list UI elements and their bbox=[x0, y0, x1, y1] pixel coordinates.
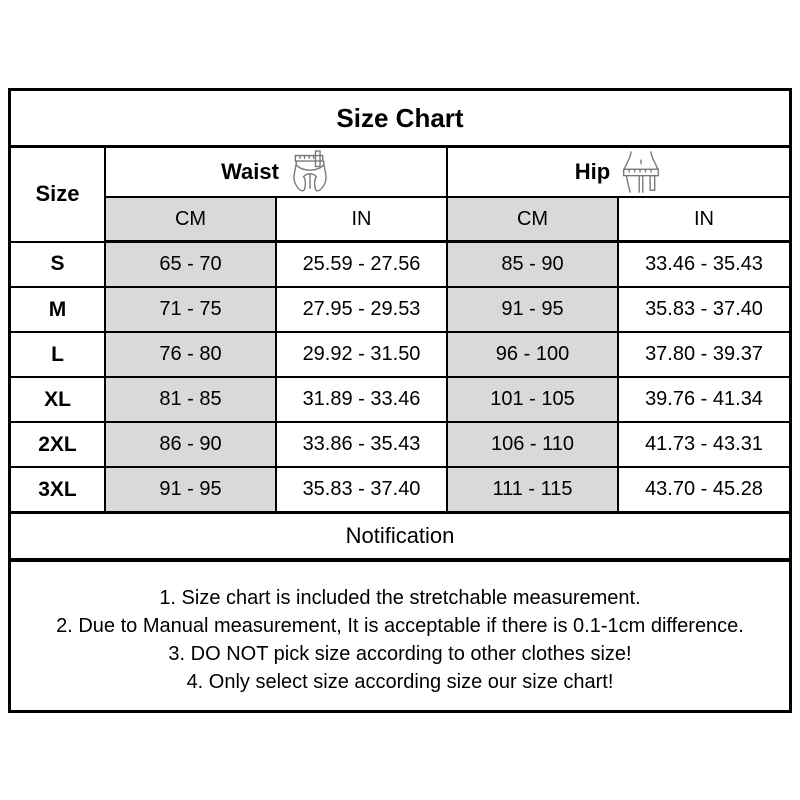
hip-cm-value: 85 - 90 bbox=[447, 242, 618, 288]
column-group-hip bbox=[447, 148, 789, 197]
size-table bbox=[11, 148, 789, 511]
notification-notes bbox=[11, 562, 789, 710]
waist-group-label: Waist bbox=[221, 159, 279, 184]
hip-measure-tape-icon bbox=[620, 149, 662, 195]
unit-header-hip-cm: CM bbox=[447, 197, 618, 242]
waist-cm-value: 91 - 95 bbox=[105, 467, 276, 511]
waist-in-value: 25.59 - 27.56 bbox=[276, 242, 447, 288]
table-row-l bbox=[11, 332, 789, 377]
waist-cm-value: 76 - 80 bbox=[105, 332, 276, 377]
hip-in-value: 33.46 - 35.43 bbox=[618, 242, 789, 288]
waist-measure-tape-icon bbox=[289, 149, 331, 195]
hip-in-value: 43.70 - 45.28 bbox=[618, 467, 789, 511]
hip-cm-value: 111 - 115 bbox=[447, 467, 618, 511]
size-label: S bbox=[11, 242, 105, 288]
table-row-xl bbox=[11, 377, 789, 422]
table-row-2xl bbox=[11, 422, 789, 467]
page-title: Size Chart bbox=[11, 91, 789, 148]
waist-in-value: 31.89 - 33.46 bbox=[276, 377, 447, 422]
hip-in-value: 39.76 - 41.34 bbox=[618, 377, 789, 422]
waist-in-value: 35.83 - 37.40 bbox=[276, 467, 447, 511]
unit-header-waist-cm: CM bbox=[105, 197, 276, 242]
notification-header: Notification bbox=[11, 511, 789, 562]
size-label: M bbox=[11, 287, 105, 332]
table-row-3xl bbox=[11, 467, 789, 511]
waist-in-value: 27.95 - 29.53 bbox=[276, 287, 447, 332]
waist-cm-value: 81 - 85 bbox=[105, 377, 276, 422]
hip-group-label: Hip bbox=[574, 159, 611, 184]
hip-cm-value: 101 - 105 bbox=[447, 377, 618, 422]
unit-header-waist-in: IN bbox=[276, 197, 447, 242]
hip-cm-value: 91 - 95 bbox=[447, 287, 618, 332]
waist-cm-value: 86 - 90 bbox=[105, 422, 276, 467]
waist-in-value: 33.86 - 35.43 bbox=[276, 422, 447, 467]
table-row-s bbox=[11, 242, 789, 288]
column-group-waist bbox=[105, 148, 447, 197]
size-label: L bbox=[11, 332, 105, 377]
hip-cm-value: 96 - 100 bbox=[447, 332, 618, 377]
hip-cm-value: 106 - 110 bbox=[447, 422, 618, 467]
note-line-4: 4. Only select size according size our size chart! bbox=[186, 671, 614, 693]
waist-cm-value: 65 - 70 bbox=[105, 242, 276, 288]
table-unit-header-row bbox=[11, 197, 789, 242]
size-label: XL bbox=[11, 377, 105, 422]
size-label: 2XL bbox=[11, 422, 105, 467]
size-chart-panel bbox=[8, 88, 792, 713]
note-line-3: 3. DO NOT pick size according to other clothes size! bbox=[168, 643, 632, 665]
table-row-m bbox=[11, 287, 789, 332]
waist-cm-value: 71 - 75 bbox=[105, 287, 276, 332]
note-line-1: 1. Size chart is included the stretchable measurement. bbox=[159, 587, 641, 609]
table-group-header-row bbox=[11, 148, 789, 197]
hip-in-value: 37.80 - 39.37 bbox=[618, 332, 789, 377]
waist-in-value: 29.92 - 31.50 bbox=[276, 332, 447, 377]
hip-in-value: 41.73 - 43.31 bbox=[618, 422, 789, 467]
size-label: 3XL bbox=[11, 467, 105, 511]
unit-header-hip-in: IN bbox=[618, 197, 789, 242]
note-line-2: 2. Due to Manual measurement, It is acceptable if there is 0.1-1cm difference. bbox=[56, 615, 744, 637]
column-header-size: Size bbox=[11, 148, 105, 242]
hip-in-value: 35.83 - 37.40 bbox=[618, 287, 789, 332]
